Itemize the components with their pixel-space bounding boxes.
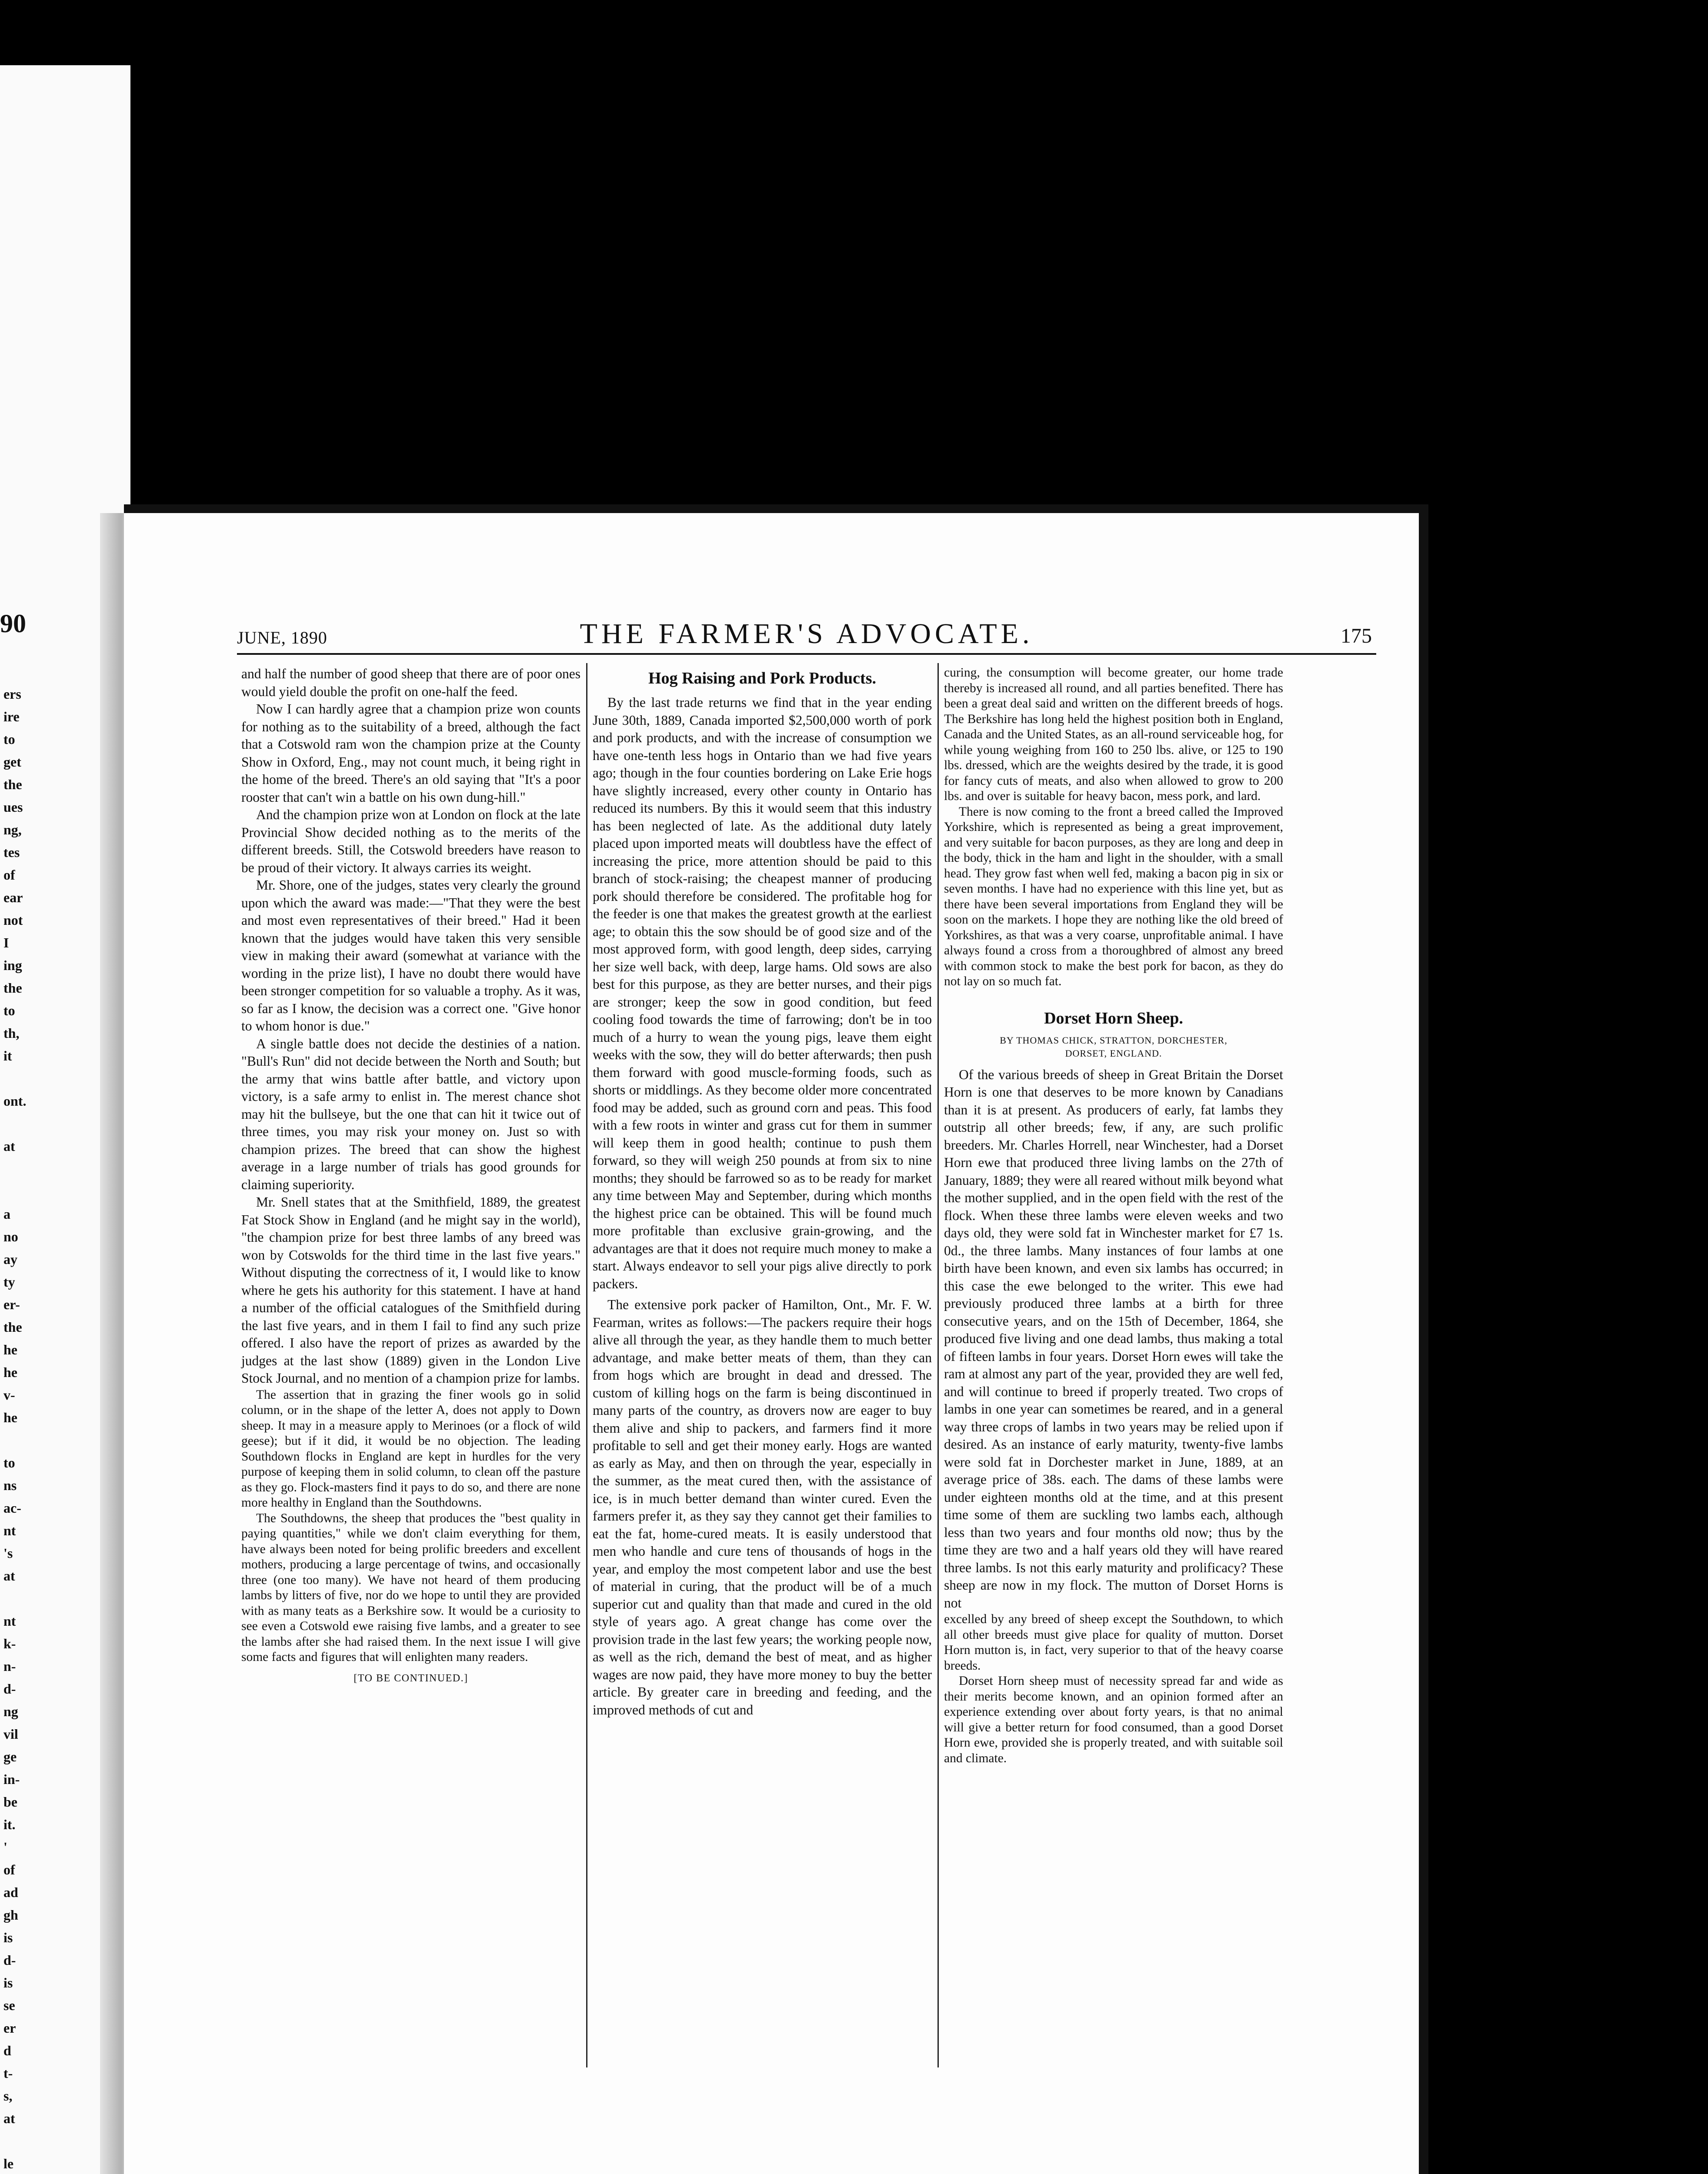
facing-page-fragment: ad [3, 1884, 18, 1900]
facing-page-fragment: ty [3, 1274, 15, 1290]
facing-page-fragment: s, [3, 2088, 13, 2104]
facing-page-fragment: the [3, 980, 22, 996]
facing-page-fragment: is [3, 1975, 13, 1991]
article-paragraph: There is now coming to the front a breed called the Improved Yorkshire, which is represented as being a great improvement, and very suitable for bacon purposes, as they are long and deep in the body, thick in the ham and light in the shoulder, with a small head. They grow fast when well fed, making a bacon pig in six or seven months. I have had no experience with this line yet, but as there have been several importations from England they will be soon on the markets. I hope they are nothing like the old breed of Yorkshires, as that was a very coarse, unprofitable animal. I have always found a cross from a thoroughbred of almost any breed with common stock to make the best pork for bacon, as they do not lay on so much fat. [944, 804, 1283, 988]
article-paragraph: Dorset Horn sheep must of necessity spread far and wide as their merits become known, and an opinion formed after an experience extending over about forty years, is that no animal will give a better return for food consumed, than a good Dorset Horn ewe, provided she is properly treated, and with suitable soil and climate. [944, 1674, 1283, 1765]
facing-page-fragment: d [3, 2043, 11, 2058]
byline-author: BY THOMAS CHICK, STRATTON, DORCHESTER, [1000, 1034, 1228, 1046]
facing-page-fragment: I [3, 935, 9, 950]
article-paragraph: The extensive pork packer of Hamilton, Ont., Mr. F. W. Fearman, writes as follows:—The packers require their hogs alive all through the year, as they handle them to much better advantage, and make better meats of them, than they can from hogs which are brought in dead and dressed. The custom of killing hogs on the farm is being discontinued in many parts of the country, as drovers now are eager to buy them alive and ship to packers, and farmers find it more profitable to sell and get their money early. Hogs are wanted as early as May, and then on through the year, especially in the summer, as the meat cured then, with the assistance of ice, is in much better demand than winter cured. Even the farmers prefer it, as they say they cannot get their families to eat the fat, home-cured meats. It is easily understood that men who handle and cure tens of thousands of hogs in the year, and employ the most competent labor and use the best of material in curing, that the product will be of a much superior cut and quality than that made and cured in the old style of years ago. A great change has come over the provision trade in the last few years; the working people now, as well as the rich, demand the best of meat, and as higher wages are now paid, they have more money to buy the better article. By greater care in breeding and feeding, and the improved methods of cut and [593, 1297, 932, 1717]
facing-page-fragment: ng, [3, 822, 22, 837]
article-heading-hog-raising: Hog Raising and Pork Products. [648, 669, 876, 687]
facing-page-fragment: ge [3, 1749, 17, 1764]
facing-page-fragment: ers [3, 686, 21, 702]
facing-page-fragment [3, 1157, 34, 1180]
facing-page-fragment: vil [3, 1726, 18, 1742]
facing-page-fragment: tes [3, 844, 20, 860]
facing-page-fragment: it. [3, 1817, 16, 1832]
facing-page-fragment: ear [3, 890, 23, 905]
facing-page-fragment: he [3, 1342, 17, 1357]
byline-location: DORSET, ENGLAND. [1065, 1047, 1162, 1059]
facing-page-fragment [3, 1112, 34, 1135]
column-rule-1 [586, 663, 587, 2067]
issue-date: JUNE, 1890 [237, 628, 327, 647]
facing-page-fragment: nt [3, 1613, 16, 1629]
facing-page-fragment: ac- [3, 1500, 21, 1516]
newspaper-page [124, 504, 1428, 2174]
byline [944, 1034, 1283, 1060]
facing-page-fragment: d- [3, 1952, 16, 1968]
facing-page-fragment: to [3, 1003, 15, 1018]
article-paragraph: Of the various breeds of sheep in Great Britain the Dorset Horn is one that deserves to be more known by Canadians than it is at present. As producers of early, fat lambs they outstrip all other breeds; few, if any, are such prolific breeders. Mr. Charles Horrell, near Winchester, had a Dorset Horn ewe that produced three living lambs on the 27th of January, 1889; they were all reared without milk beyond what the mother supplied, and in the open field with the rest of the flock. When these three lambs were eleven weeks and two days old, they were sold fat in Winchester market for £7 1s. 0d., the three lambs. Many instances of four lambs at one birth have been known, and even six lambs has occurred; in this case the ewe belonged to the writer. This ewe had previously produced three lambs at a birth for three consecutive years, and on the 15th of December, 1864, she produced five living and one dead lambs, thus making a total of fifteen lambs in four years. Dorset Horn ewes will take the ram at almost any part of the year, provided they are well fed, and will continue to breed if properly treated. Two crops of lambs in one year can sometimes be reared, and in a general way three crops of lambs in two years may be relied upon if desired. As an instance of early maturity, twenty-five lambs were sold fat in Dorchester market in June, 1889, at an average price of 38s. each. The dams of these lambs were under eighteen months old at the time, and at this present time some of them are suckling two lambs each, although less than two years and four months old now; thus by the time they are two and a half years old they will have reared three lambs. Is not this early maturity and prolificacy? These sheep are now in my flock. The mutton of Dorset Horns is not [944, 1067, 1283, 1610]
article-paragraph: Mr. Snell states that at the Smithfield, 1889, the greatest Fat Stock Show in England (and he might say in the world), "the champion prize for best three lambs of any breed was won by Cotswolds for the third time in the last five years." Without disputing the correctness of it, I would like to know where he gets his authority for this statement. I have at hand a number of the official catalogues of the Smithfield during the last five years, and in them I fail to find any such prize offered. I also have the report of prizes as awarded by the judges at the last show (1889) given in the London Live Stock Journal, and no mention of a champion prize for lambs. [241, 1194, 580, 1386]
header-rule [237, 653, 1376, 655]
facing-page-fragment: ng [3, 1704, 18, 1719]
facing-page-fragment: d- [3, 1681, 16, 1697]
facing-page-fragment: th, [3, 1025, 20, 1041]
facing-page-fragment: k- [3, 1636, 16, 1651]
article-paragraph: A single battle does not decide the destinies of a nation. "Bull's Run" did not decide between the North and South; but the army that wins battle after battle, and victory upon victory, is a safe army to enlist in. The merest chance shot may hit the bullseye, but the one that can hit it twice out of three times, you may risk your money on. Just so with champion prizes. The breed that can show the highest average in a large number of trials has good grounds for claiming superiority. [241, 1036, 580, 1192]
facing-page-fragment: er [3, 2020, 16, 2036]
facing-page-fragment [3, 1429, 34, 1451]
facing-page-fragment: of [3, 867, 15, 883]
facing-page-fragment [3, 2130, 34, 2152]
facing-page-fragment: he [3, 1410, 17, 1425]
facing-page-fragment: at [3, 1568, 15, 1584]
facing-page-fragment: at [3, 2111, 15, 2126]
article-paragraph: Mr. Shore, one of the judges, states very clearly the ground upon which the award was made:—"That they were the best and most even representatives of their breed." Had it been known that the judges would have taken this very sensible view in making their award (somewhat at variance with the wording in the prize list), I have no doubt there would have been stronger competition for so valuable a trophy. As it was, so far as I know, the decision was a correct one. "Give honor to whom honor is due." [241, 877, 580, 1034]
facing-page-fragment: ont. [3, 1093, 27, 1109]
facing-page-fragment: is [3, 1930, 13, 1945]
column-2 [593, 665, 932, 1719]
facing-page-fragment: er- [3, 1297, 20, 1312]
facing-page-fragment: in- [3, 1771, 20, 1787]
article-paragraph: excelled by any breed of sheep except the Southdown, to which all other breeds must give place for quality of mutton. Dorset Horn mutton is, in fact, very superior to that of the heavy coarse breeds. [944, 1612, 1283, 1673]
article-paragraph: The Southdowns, the sheep that produces the "best quality in paying quantities," while we don't claim everything for them, have always been noted for being prolific breeders and excellent mothers, producing a large percentage of twins, and occasionally three (one too many). We have not heard of them producing lambs by litters of five, nor do we hope to until they are provided with as many teats as a Berkshire sow. It would be a curiosity to see even a Cotswold ewe raising five lambs, and a greater to see the lambs after she had raised them. In the next issue I will give some facts and figures that will enlighten many readers. [241, 1511, 580, 1664]
article-paragraph: Now I can hardly agree that a champion prize won counts for nothing as to the suitability of a breed, although the fact that a Cotswold ram won the champion prize at the County Show in Oxford, Eng., may not count much, it being right in the home of the breed. There's an old saying that "It's a poor rooster that can't win a battle on his own dung-hill." [241, 701, 580, 805]
article-paragraph: By the last trade returns we find that in the year ending June 30th, 1889, Canada imported $2,500,000 worth of pork and pork products, and with the increase of consumption we have one-tenth less hogs in Ontario than we had five years ago; though in the four counties bordering on Lake Erie hogs have slightly increased, every other county in Ontario has reduced its numbers. By this it would seem that this industry has been neglected of late. As the additional duty lately placed upon imported meats will doubtless have the effect of increasing the price, more attention should be paid to this branch of stock-raising; the cheapest manner of producing pork should therefore be considered. The profitable hog for the feeder is one that makes the greatest growth at the earliest age; to obtain this the sow should be of good size and of the most approved form, with good length, deep sides, carrying her size well back, with deep, large hams. Old sows are also best for this purpose, as they are better nurses, and their pigs are stronger; keep the sow in good condition, but feed cooling food towards the time of farrowing; don't be in too much of a hurry to wean the young pigs, leave them eight weeks with the sow, they will do better afterwards; then push them forward with good muscle-forming foods, such as shorts or middlings. As they become older more concentrated food may be added, such as ground corn and peas. This food with a few roots in winter and grass cut for them in summer will keep them in good health; continue to push them forward, so they will weigh 250 pounds at from six to nine months; they should be farrowed so as to be ready for market any time between May and September, during which months the highest price can be obtained. This will be found much more profitable than exclusive grain-growing, and the advantages are that it does not require much money to make a start. Always endeavor to sell your pigs alive directly to pork packers. [593, 695, 932, 1291]
facing-page-fragment: se [3, 1997, 15, 2013]
facing-page-fragment: of [3, 1862, 15, 1877]
facing-page-fragment: ay [3, 1251, 17, 1267]
facing-page-fragment: ues [3, 799, 23, 815]
article-paragraph: and half the number of good sheep that there are of poor ones would yield double the profit on one-half the feed. [241, 666, 580, 699]
facing-page-fragment: get [3, 754, 21, 770]
facing-page-fragment: ' [3, 1839, 7, 1855]
facing-page-fragment: ns [3, 1477, 17, 1493]
facing-page-fragment: to [3, 1455, 15, 1470]
facing-page-fragment: not [3, 912, 23, 928]
article-paragraph: And the champion prize won at London on flock at the late Provincial Show decided nothing as to the merits of the different breeds. Still, the Cotswold breeders have reason to be proud of their victory. It always carries its weight. [241, 807, 580, 875]
facing-page-fragment [3, 1180, 34, 1203]
article-heading-dorset-horn: Dorset Horn Sheep. [1044, 1009, 1183, 1027]
facing-page-fragment: at [3, 1138, 15, 1154]
article-paragraph: The assertion that in grazing the finer wools go in solid column, or in the shape of the letter A, does not apply to Down sheep. It may in a measure apply to Merinoes (or a flock of wild geese); but if it did, it would be no objection. The leading Southdown flocks in England are kept in hurdles for the very purpose of keeping them in solid column, to clean off the pasture as they go. Flock-masters find it pays to do so, and there are none more healthy in England than the Southdowns. [241, 1387, 580, 1510]
facing-page-fragment: v- [3, 1387, 15, 1403]
masthead: THE FARMER'S ADVOCATE. [580, 618, 1034, 650]
facing-page-fragment: t- [3, 2065, 13, 2081]
facing-page-fragment: n- [3, 1658, 16, 1674]
facing-page-fragment: ire [3, 709, 20, 724]
article-paragraph: curing, the consumption will become greater, our home trade thereby is increased all round, and all parties benefited. There has been a great deal said and written on the different breeds of hogs. The Berkshire has long held the highest position both in England, Canada and the United States, as an all-round serviceable hog, for while young weighing from 160 to 250 lbs. alive, or 125 to 190 lbs. dressed, which are the weights desired by the trade, it is good for fancy cuts of meats, and also when allowed to grow to 200 lbs. and over is suitable for heavy bacon, mess pork, and lard. [944, 666, 1283, 803]
column-1 [241, 665, 580, 1687]
facing-page-fragment: it [3, 1048, 12, 1064]
to-be-continued: [TO BE CONTINUED.] [354, 1672, 468, 1684]
facing-page-fragment: the [3, 777, 22, 792]
facing-page-number: 90 [0, 609, 26, 638]
facing-page-fragment: a [3, 1206, 10, 1222]
facing-page-fragment: gh [3, 1907, 18, 1923]
facing-page-fragment [3, 1067, 34, 1090]
facing-page-fragment: no [3, 1229, 18, 1244]
page-number: 175 [1341, 624, 1372, 647]
facing-page-fragment: to [3, 731, 15, 747]
facing-page-fragment: the [3, 1319, 22, 1335]
page-header [237, 613, 1376, 648]
facing-page-fragment: he [3, 1364, 17, 1380]
facing-page-text-fragments [3, 683, 34, 2174]
column-3 [944, 665, 1283, 1766]
facing-page-fragment: be [3, 1794, 17, 1810]
facing-page-fragment: 's [3, 1545, 13, 1561]
facing-page-fragment: le [3, 2156, 14, 2171]
facing-page-fragment [3, 1587, 34, 1610]
facing-page-fragment: ing [3, 957, 22, 973]
column-rule-2 [937, 663, 939, 2067]
facing-page-fragment: nt [3, 1523, 16, 1538]
